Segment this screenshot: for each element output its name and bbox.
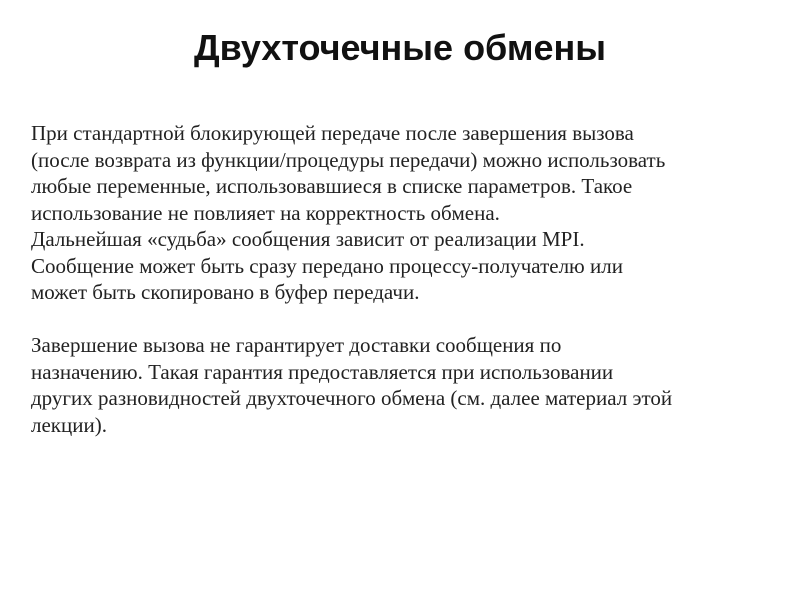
text-line: Дальнейшая «судьба» сообщения зависит от реализации MPI.	[31, 227, 585, 251]
text-line: (после возврата из функции/процедуры передачи) можно использовать	[31, 147, 666, 172]
text-line: может быть скопировано в буфер передачи.	[31, 280, 420, 304]
paragraph-spacer	[31, 306, 781, 333]
text-line: использование не повлияет на корректность обмена.	[31, 200, 500, 225]
text-line: лекции).	[31, 412, 107, 437]
text-line: любые переменные, использовавшиеся в списке параметров. Такое	[31, 174, 633, 198]
text-line: назначению. Такая гарантия предоставляется при использовании	[31, 359, 614, 384]
text-line: При стандартной блокирующей передаче после завершения вызова	[31, 121, 634, 145]
slide-title: Двухточечные обмены	[194, 27, 606, 68]
text-line: Сообщение может быть сразу передано процессу-получателю или	[31, 253, 623, 278]
text-line: других разновидностей двухточечного обмена (см. далее материал этой	[31, 386, 673, 410]
slide-body	[31, 120, 781, 438]
text-line: Завершение вызова не гарантирует доставки сообщения по	[31, 333, 562, 357]
